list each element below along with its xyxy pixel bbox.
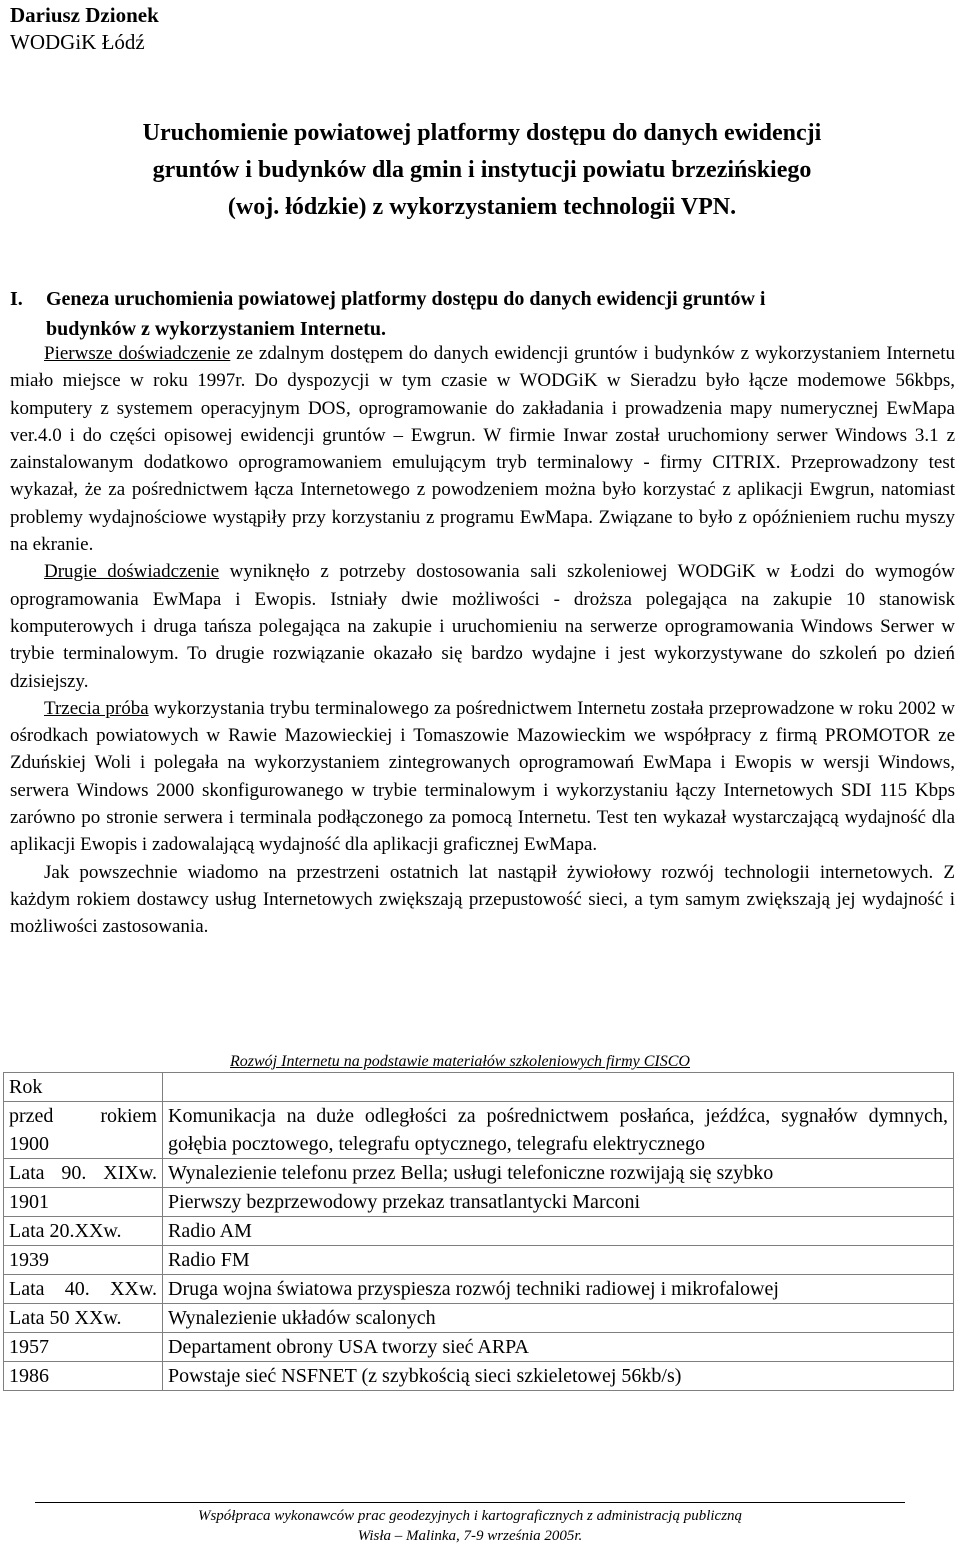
table-cell-event: Wynalezienie układów scalonych — [163, 1304, 954, 1333]
table-row — [4, 1102, 954, 1159]
section-heading — [10, 284, 955, 344]
author-affiliation: WODGiK Łódź — [10, 30, 145, 54]
table-cell-event: Departament obrony USA tworzy sieć ARPA — [163, 1333, 954, 1362]
section-heading-line-1: Geneza uruchomienia powiatowej platformy dostępu do danych ewidencji gruntów i — [46, 288, 766, 310]
table-cell-event: Wynalezienie telefonu przez Bella; usługi telefoniczne rozwijają się szybko — [163, 1159, 954, 1188]
table-cell-event: Radio AM — [163, 1217, 954, 1246]
table-row — [4, 1159, 954, 1188]
table-cell-year: 1986 — [4, 1362, 163, 1391]
document-title — [62, 115, 902, 226]
history-table — [3, 1072, 954, 1391]
footer-line-1: Współpraca wykonawców prac geodezyjnych i kartograficznych z administracją publiczną — [197, 1508, 743, 1524]
table-cell-year: 1939 — [4, 1246, 163, 1275]
title-line-2: gruntów i budynków dla gmin i instytucji powiatu brzezińskiego — [152, 157, 812, 183]
table-row — [4, 1275, 954, 1304]
author-name: Dariusz Dzionek — [10, 3, 159, 27]
table-cell-year: Lata 20.XXw. — [4, 1217, 163, 1246]
table-header-row — [4, 1073, 954, 1102]
paragraph-1-text: ze zdalnym dostępem do danych ewidencji gruntów i budynków z wykorzystaniem Internetu miało miejsce w roku 1997r. Do dyspozycji w tym czasie w WODGiK w Sieradzu było łącze modemowe 56kbps, komputery z systemem operacyjnym DOS, oprogramowanie do zakładania i prowadzenia mapy numerycznej EwMapa ver.4.0 i do części opisowej ewidencji gruntów – Ewgrun. W firmie Inwar został uruchomiony serwer Windows 3.1 z zainstalowanym dodatkowo oprogramowaniem emulującym tryb terminalowy - firmy CITRIX. Przeprowadzony test wykazał, że za pośrednictwem łącza Internetowego z powodzeniem można było korzystać z aplikacji Ewgrun, natomiast problemy wydajnościowe wystąpiły przy korzystaniu z programu EwMapa. Związane to było z opóźnieniem ruchu myszy na ekranie. — [10, 343, 955, 556]
body-text — [10, 340, 955, 941]
table-header-event — [163, 1073, 954, 1102]
paragraph-2-lead: Drugie doświadczenie — [44, 561, 220, 583]
section-number: I. — [10, 288, 23, 310]
table-row — [4, 1304, 954, 1333]
author-block — [10, 2, 159, 56]
page-footer — [35, 1506, 905, 1546]
paragraph-1 — [10, 340, 955, 558]
table-row — [4, 1246, 954, 1275]
table-cell-year: Lata 90. XIXw. — [4, 1159, 163, 1188]
paragraph-2-text: wyniknęło z potrzeby dostosowania sali szkoleniowej WODGiK w Łodzi do wymogów oprogramowania EwMapa i Ewopis. Istniały dwie możliwości - droższa polegająca na zakupie 10 stanowisk komputerowych i druga tańsza polegająca na zakupie i uruchomieniu na serwerze oprogramowania Windows Serwer w trybie terminalowym. To drugie rozwiązanie okazało się bardzo wydajne i jest wykorzystywane do szkoleń po dzień dzisiejszy. — [10, 561, 955, 692]
table-cell-event: Pierwszy bezprzewodowy przekaz transatlantycki Marconi — [163, 1188, 954, 1217]
footer-divider — [35, 1502, 905, 1503]
table-cell-year: przed rokiem 1900 — [4, 1102, 163, 1159]
table-cell-event: Radio FM — [163, 1246, 954, 1275]
paragraph-2 — [10, 558, 955, 694]
paragraph-1-lead: Pierwsze doświadczenie — [44, 343, 231, 364]
table-row — [4, 1362, 954, 1391]
paragraph-4: Jak powszechnie wiadomo na przestrzeni ostatnich lat nastąpił żywiołowy rozwój technologii internetowych. Z każdym rokiem dostawcy usług Internetowych zwiększają przepustowość sieci, a tym samym zwiększają jej wydajność i możliwości zastosowania. — [10, 861, 955, 938]
table-cell-event: Komunikacja na duże odległości za pośrednictwem posłańca, jeźdźca, sygnałów dymnych, gołębia pocztowego, telegrafu optycznego, telegrafu elektrycznego — [163, 1102, 954, 1159]
table-cell-event: Powstaje sieć NSFNET (z szybkością sieci szkieletowej 56kb/s) — [163, 1362, 954, 1391]
table-cell-year: Lata 50 XXw. — [4, 1304, 163, 1333]
table-caption: Rozwój Internetu na podstawie materiałów szkoleniowych firmy CISCO — [230, 1053, 690, 1070]
table-cell-event: Druga wojna światowa przyspiesza rozwój techniki radiowej i mikrofalowej — [163, 1275, 954, 1304]
title-line-1: Uruchomienie powiatowej platformy dostępu do danych ewidencji — [142, 120, 822, 146]
paragraph-3-lead: Trzecia próba — [44, 697, 149, 719]
table-cell-year: Lata 40. XXw. — [4, 1275, 163, 1304]
table-row — [4, 1217, 954, 1246]
table-cell-year: 1957 — [4, 1333, 163, 1362]
section-heading-line-2: budynków z wykorzystaniem Internetu. — [46, 318, 387, 340]
title-line-3: (woj. łódzkie) z wykorzystaniem technologii VPN. — [227, 194, 737, 220]
paragraph-3 — [10, 695, 955, 859]
paragraph-3-text: wykorzystania trybu terminalowego za pośrednictwem Internetu została przeprowadzone w roku 2002 w ośrodkach powiatowych w Rawie Mazowieckiej i Tomaszowie Mazowieckim we współpracy z firmą PROMOTOR ze Zduńskiej Woli i polegała na wykorzystaniem zintegrowanych oprogramowań EwMapa i Ewopis w wersji Windows, serwera Windows 2000 skonfigurowanego w trybie terminalowym i wykorzystaniu łączy Internetowych SDI 115 Kbps zarówno po stronie serwera i terminala podłączonego za pomocą Internetu. Test ten wykazał wystarczającą wydajność dla aplikacji Ewopis i zadowalającą wydajność dla aplikacji graficznej EwMapa. — [10, 697, 955, 856]
table-row — [4, 1333, 954, 1362]
footer-line-2: Wisła – Malinka, 7-9 września 2005r. — [357, 1528, 583, 1544]
table-cell-year: 1901 — [4, 1188, 163, 1217]
table-header-year: Rok — [4, 1073, 163, 1102]
table-row — [4, 1188, 954, 1217]
